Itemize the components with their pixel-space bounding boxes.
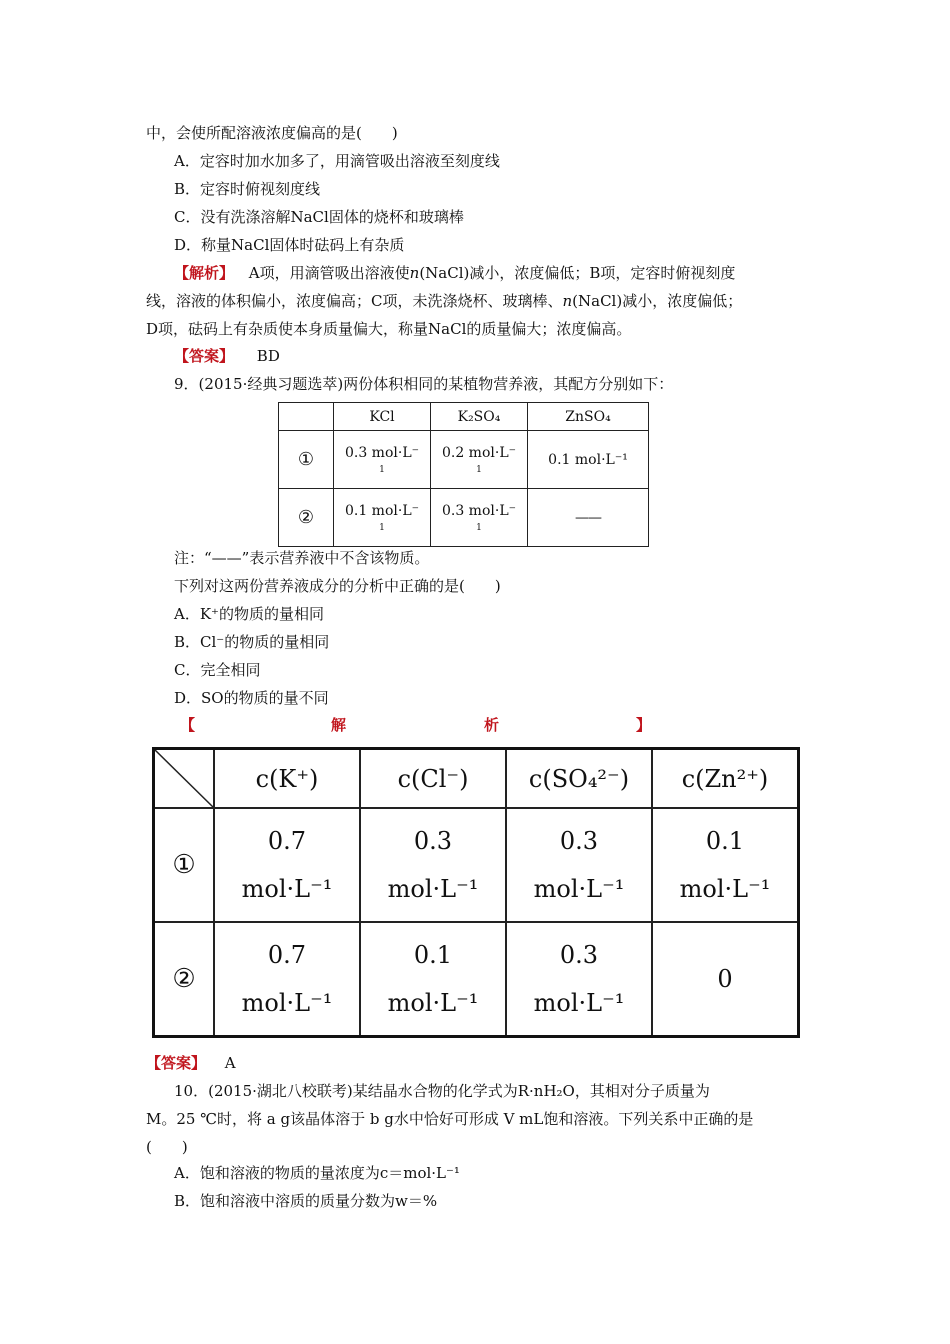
q8-answer	[174, 346, 280, 366]
q9-answer	[146, 1053, 236, 1073]
q9-option-b: B．Cl⁻的物质的量相同	[174, 633, 330, 651]
cell-number: 0.3	[559, 827, 599, 855]
analysis-label: 【解析】	[174, 264, 235, 282]
row-label: ①	[154, 808, 215, 922]
q9-option-c: C．完全相同	[174, 661, 261, 679]
recipe-table	[278, 402, 649, 547]
table-row	[154, 922, 799, 1036]
cell-number: 0.7	[267, 827, 307, 855]
col-header-cl: c(Cl⁻)	[360, 749, 506, 809]
row-label: ②	[154, 922, 215, 1036]
cell-number: 0.7	[267, 940, 307, 969]
analysis-bracket-close: 】	[636, 716, 652, 734]
answer-label: 【答案】	[174, 347, 235, 365]
q9-note: 注：“——”表示营养液中不含该物质。	[174, 549, 430, 567]
cell-value: 0.1 mol·L⁻¹	[528, 431, 649, 489]
cell-unit: mol·L⁻¹	[241, 988, 333, 1017]
q9-option-a: A．K⁺的物质的量相同	[174, 605, 324, 623]
cell-number: 0.1	[705, 827, 745, 855]
q8-stem: 中，会使所配溶液浓度偏高的是( )	[146, 124, 398, 142]
col-header-k2so4: K₂SO₄	[431, 403, 528, 431]
cell-number: 0.3	[559, 940, 599, 969]
diagonal-line	[155, 750, 213, 807]
table-corner-diagonal	[154, 749, 215, 809]
q8-option-a: A．定容时加水加多了，用滴管吸出溶液至刻度线	[174, 152, 500, 170]
q10-stem-line3: ( )	[146, 1138, 188, 1156]
row-label: ①	[279, 431, 334, 489]
cell-value: 0.3 mol·L⁻	[441, 502, 517, 519]
q10-stem-line2: M。25 ℃时，将 a g该晶体溶于 b g水中恰好可形成 V mL饱和溶液。下列关系中正确的是	[146, 1110, 754, 1128]
answer-label: 【答案】	[146, 1054, 207, 1072]
col-header-zn: c(Zn²⁺)	[652, 749, 799, 809]
analysis-bracket-open: 【	[180, 716, 196, 734]
analysis-char-jie: 解	[331, 716, 347, 734]
row-label: ②	[279, 489, 334, 547]
q9-option-d: D．SO的物质的量不同	[174, 689, 329, 707]
col-header-so4: c(SO₄²⁻)	[506, 749, 652, 809]
cell-value: 0.2 mol·L⁻	[441, 444, 517, 461]
q8-analysis-line2: 线，溶液的体积偏小，浓度偏高；C项，未洗涤烧杯、玻璃棒、n(NaCl)减小，浓度偏低；	[146, 292, 743, 310]
table-row	[279, 431, 649, 489]
q10-stem-line1: 10．(2015·湖北八校联考)某结晶水合物的化学式为R·nH₂O，其相对分子质量为	[174, 1082, 710, 1100]
q10-option-b: B．饱和溶液中溶质的质量分数为w＝%	[174, 1192, 438, 1210]
answer-value: BD	[256, 347, 280, 365]
table-corner	[279, 403, 334, 431]
table-row	[279, 489, 649, 547]
analysis-char-xi: 析	[484, 716, 500, 734]
table-row	[154, 808, 799, 922]
col-header-znso4: ZnSO₄	[528, 403, 649, 431]
cell-number: 0.3	[413, 827, 453, 855]
cell-unit: mol·L⁻¹	[387, 875, 479, 903]
q8-option-d: D．称量NaCl固体时砝码上有杂质	[174, 236, 405, 254]
q10-option-a: A．饱和溶液的物质的量浓度为c＝mol·L⁻¹	[174, 1164, 460, 1182]
q8-analysis-line1: 【解析】 A项，用滴管吸出溶液使n(NaCl)减小，浓度偏低；B项，定容时俯视刻度	[174, 264, 736, 282]
q9-stem: 9．(2015·经典习题选萃)两份体积相同的某植物营养液，其配方分别如下：	[174, 375, 674, 393]
answer-value: A	[224, 1054, 236, 1072]
cell-value-wrap: 1	[379, 522, 385, 533]
cell-value-wrap: 1	[476, 522, 482, 533]
cell-number: 0	[717, 964, 733, 993]
cell-unit: mol·L⁻¹	[533, 988, 625, 1017]
concentration-table	[152, 747, 800, 1038]
q8-option-c: C．没有洗涤溶解NaCl固体的烧杯和玻璃棒	[174, 208, 464, 226]
q8-option-b: B．定容时俯视刻度线	[174, 180, 321, 198]
cell-unit: mol·L⁻¹	[679, 875, 771, 903]
cell-number: 0.1	[413, 940, 453, 969]
col-header-k: c(K⁺)	[214, 749, 360, 809]
cell-value-wrap: 1	[379, 464, 385, 475]
q9-question: 下列对这两份营养液成分的分析中正确的是( )	[174, 577, 501, 595]
cell-unit: mol·L⁻¹	[241, 875, 333, 903]
cell-value: ——	[528, 489, 649, 547]
cell-value: 0.1 mol·L⁻	[344, 502, 420, 519]
col-header-kcl: KCl	[334, 403, 431, 431]
cell-value-wrap: 1	[476, 464, 482, 475]
cell-unit: mol·L⁻¹	[387, 988, 479, 1017]
cell-value: 0.3 mol·L⁻	[344, 444, 420, 461]
cell-unit: mol·L⁻¹	[533, 875, 625, 903]
q8-analysis-line3: D项，砝码上有杂质使本身质量偏大，称量NaCl的质量偏大；浓度偏高。	[146, 320, 632, 338]
